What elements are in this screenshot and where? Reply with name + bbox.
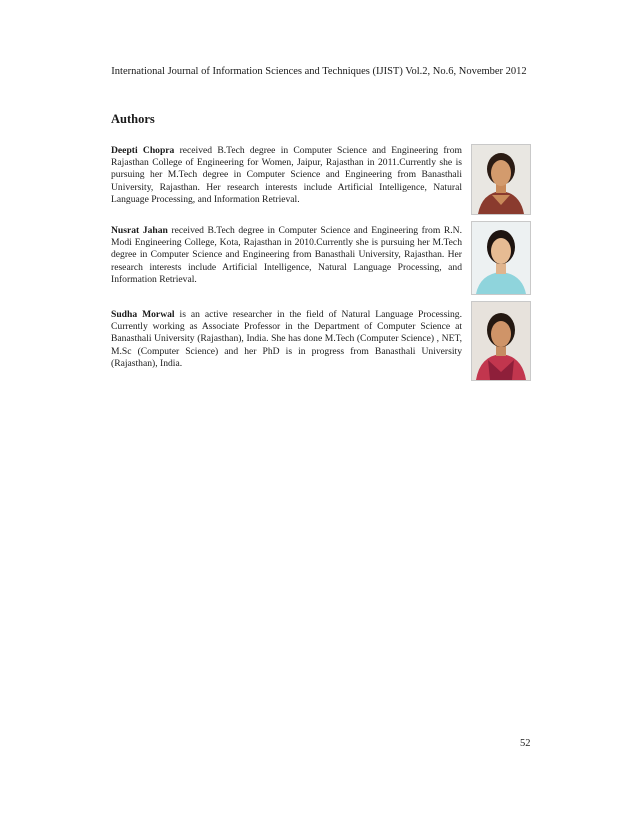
author-bio-text: received B.Tech degree in Computer Science and Engineering from Rajasthan College of Engineering for Women, Jaipur, Rajasthan in 2011.Currently she is pursuing her M.Tech degree in Computer Science and Engineering from Banasthali University, Rajasthan. Her research interests include Artificial Intelligence, Natural Language Processing, and Information Retrieval. [111, 145, 462, 205]
author-photo-sudha [471, 301, 531, 381]
author-bio-deepti [111, 145, 462, 206]
author-photo-deepti [471, 144, 531, 215]
author-name: Deepti Chopra [111, 145, 175, 156]
author-name: Nusrat Jahan [111, 225, 168, 236]
journal-header: International Journal of Information Sciences and Techniques (IJIST) Vol.2, No.6, November 2012 [111, 66, 527, 77]
section-heading-authors: Authors [111, 112, 155, 126]
author-bio-text: is an active researcher in the field of Natural Language Processing. Currently working as Associate Professor in the Department of Computer Science at Banasthali University (Rajasthan), India. She has done M.Tech (Computer Science) , NET, M.Sc (Computer Science) and her PhD is in progress from Banasthali University (Rajasthan), India. [111, 309, 462, 369]
author-photo-nusrat [471, 221, 531, 295]
author-bio-sudha [111, 309, 462, 370]
author-bio-nusrat [111, 225, 462, 286]
author-bio-text: received B.Tech degree in Computer Science and Engineering from R.N. Modi Engineering College, Kota, Rajasthan in 2010.Currently she is pursuing her M.Tech degree in Computer Science and Engineering from Banasthali University, Rajasthan. Her research interests include Artificial Intelligence, Natural Language Processing, and Information Retrieval. [111, 225, 462, 285]
author-name: Sudha Morwal [111, 309, 175, 320]
page-number: 52 [520, 738, 531, 749]
